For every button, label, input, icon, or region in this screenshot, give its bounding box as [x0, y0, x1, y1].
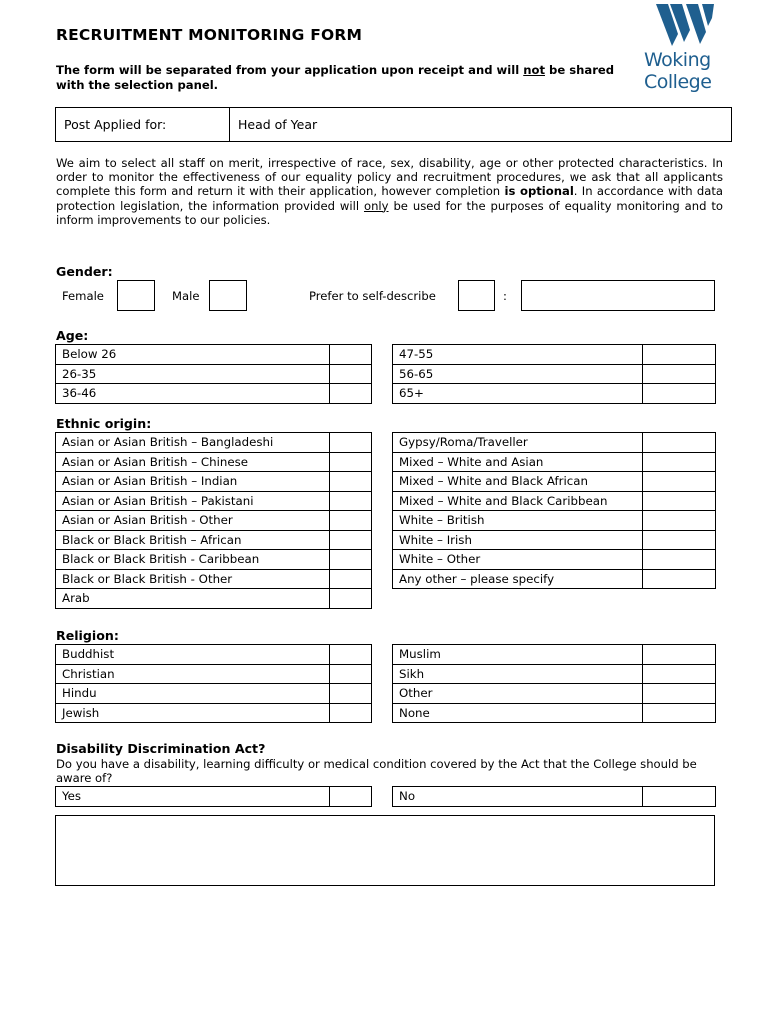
table-row [393, 569, 716, 589]
table-row [393, 787, 716, 807]
religion-option-label: Christian [56, 664, 330, 684]
religion-option-checkbox[interactable] [330, 645, 372, 665]
logo-text-woking: Woking [644, 49, 711, 71]
post-applied-row [55, 107, 732, 142]
age-option-label: 47-55 [393, 345, 643, 365]
ethnic-option-checkbox[interactable] [643, 452, 716, 472]
age-option-checkbox[interactable] [330, 384, 372, 404]
table-row [56, 452, 372, 472]
table-row [56, 433, 372, 453]
gender-female-checkbox[interactable] [117, 280, 155, 311]
religion-option-label: None [393, 703, 643, 723]
form-title: RECRUITMENT MONITORING FORM [56, 26, 363, 44]
religion-option-checkbox[interactable] [643, 703, 716, 723]
ethnic-option-checkbox[interactable] [643, 491, 716, 511]
ethnic-option-label: Asian or Asian British - Other [56, 511, 330, 531]
ethnic-table-left [55, 432, 372, 609]
religion-option-label: Hindu [56, 684, 330, 704]
table-row [393, 684, 716, 704]
ethnic-option-label: Any other – please specify [393, 569, 643, 589]
ethnic-option-checkbox[interactable] [330, 452, 372, 472]
table-row [393, 550, 716, 570]
ethnic-option-label: White – Other [393, 550, 643, 570]
disability-details-textarea[interactable] [55, 815, 715, 886]
ethnic-option-label: White – Irish [393, 530, 643, 550]
religion-option-checkbox[interactable] [330, 684, 372, 704]
age-option-checkbox[interactable] [643, 364, 716, 384]
age-option-checkbox[interactable] [643, 384, 716, 404]
ethnic-origin-heading: Ethnic origin: [56, 416, 152, 431]
separation-notice: The form will be separated from your application upon receipt and will not be shared with the selection panel. [56, 63, 615, 92]
gender-self-describe-label: Prefer to self-describe [309, 289, 436, 303]
religion-table-left [55, 644, 372, 723]
ethnic-option-label: Asian or Asian British – Indian [56, 472, 330, 492]
age-option-checkbox[interactable] [643, 345, 716, 365]
religion-option-checkbox[interactable] [643, 664, 716, 684]
age-option-label: 36-46 [56, 384, 330, 404]
ethnic-option-checkbox[interactable] [330, 472, 372, 492]
table-row [56, 787, 372, 807]
ethnic-option-checkbox[interactable] [330, 511, 372, 531]
table-row [393, 472, 716, 492]
ethnic-option-label: Mixed – White and Black Caribbean [393, 491, 643, 511]
ethnic-option-label: Gypsy/Roma/Traveller [393, 433, 643, 453]
disability-yes-label: Yes [56, 787, 330, 807]
age-heading: Age: [56, 328, 89, 343]
ethnic-option-label: Black or Black British – African [56, 530, 330, 550]
table-row [56, 664, 372, 684]
religion-option-label: Jewish [56, 703, 330, 723]
religion-option-checkbox[interactable] [643, 684, 716, 704]
table-row [56, 569, 372, 589]
religion-heading: Religion: [56, 628, 119, 643]
table-row [56, 384, 372, 404]
ethnic-option-checkbox[interactable] [643, 472, 716, 492]
table-row [56, 491, 372, 511]
age-option-label: 65+ [393, 384, 643, 404]
disability-no-label: No [393, 787, 643, 807]
disability-question: Do you have a disability, learning difficulty or medical condition covered by the Act that the College should be aware of? [56, 757, 697, 785]
table-row [393, 452, 716, 472]
table-row [56, 645, 372, 665]
religion-option-label: Muslim [393, 645, 643, 665]
ethnic-option-checkbox[interactable] [330, 569, 372, 589]
disability-yes-checkbox[interactable] [330, 787, 372, 807]
table-row [393, 364, 716, 384]
age-option-checkbox[interactable] [330, 364, 372, 384]
disability-no-checkbox[interactable] [643, 787, 716, 807]
table-row [393, 511, 716, 531]
ethnic-option-checkbox[interactable] [643, 530, 716, 550]
ethnic-option-label: Asian or Asian British – Pakistani [56, 491, 330, 511]
age-table-left [55, 344, 372, 404]
table-row [393, 645, 716, 665]
table-row [56, 684, 372, 704]
ethnic-option-label: Asian or Asian British – Bangladeshi [56, 433, 330, 453]
table-row [56, 345, 372, 365]
ethnic-option-checkbox[interactable] [643, 511, 716, 531]
table-row [56, 550, 372, 570]
woking-college-logo [642, 4, 734, 100]
table-row [393, 345, 716, 365]
table-row [393, 384, 716, 404]
religion-option-checkbox[interactable] [330, 703, 372, 723]
ethnic-option-checkbox[interactable] [643, 433, 716, 453]
table-row [56, 364, 372, 384]
post-applied-value[interactable]: Head of Year [238, 117, 318, 132]
table-row [393, 530, 716, 550]
ethnic-option-checkbox[interactable] [330, 550, 372, 570]
ethnic-option-label: Black or Black British - Caribbean [56, 550, 330, 570]
ethnic-option-checkbox[interactable] [643, 550, 716, 570]
table-row [56, 703, 372, 723]
religion-table-right [392, 644, 716, 723]
logo-text-college: College [644, 71, 712, 93]
disability-table-right [392, 786, 716, 807]
ethnic-option-checkbox[interactable] [330, 491, 372, 511]
table-row [56, 472, 372, 492]
ethnic-option-checkbox[interactable] [330, 589, 372, 609]
religion-option-label: Sikh [393, 664, 643, 684]
table-row [56, 511, 372, 531]
age-table-right [392, 344, 716, 404]
age-option-label: Below 26 [56, 345, 330, 365]
table-row [393, 433, 716, 453]
religion-option-label: Buddhist [56, 645, 330, 665]
age-option-checkbox[interactable] [330, 345, 372, 365]
table-row [393, 664, 716, 684]
table-row [393, 703, 716, 723]
ethnic-option-label: Mixed – White and Asian [393, 452, 643, 472]
table-row [393, 491, 716, 511]
gender-female-label: Female [62, 289, 104, 303]
gender-self-describe-checkbox[interactable] [458, 280, 495, 311]
gender-self-describe-input[interactable] [521, 280, 715, 311]
religion-option-checkbox[interactable] [330, 664, 372, 684]
gender-colon: : [503, 289, 507, 303]
ethnic-option-label: Black or Black British - Other [56, 569, 330, 589]
logo-w-mark-icon [656, 4, 716, 46]
disability-table-left [55, 786, 372, 807]
post-applied-label: Post Applied for: [56, 108, 230, 141]
table-row [56, 589, 372, 609]
age-option-label: 26-35 [56, 364, 330, 384]
table-row [56, 530, 372, 550]
ethnic-option-label: Arab [56, 589, 330, 609]
ethnic-option-checkbox[interactable] [643, 569, 716, 589]
gender-heading: Gender: [56, 264, 113, 279]
ethnic-option-label: Mixed – White and Black African [393, 472, 643, 492]
gender-male-label: Male [172, 289, 200, 303]
ethnic-table-right [392, 432, 716, 589]
ethnic-option-checkbox[interactable] [330, 530, 372, 550]
disability-heading: Disability Discrimination Act? [56, 741, 266, 756]
gender-male-checkbox[interactable] [209, 280, 247, 311]
religion-option-checkbox[interactable] [643, 645, 716, 665]
age-option-label: 56-65 [393, 364, 643, 384]
ethnic-option-checkbox[interactable] [330, 433, 372, 453]
notice-emphasis: not [523, 63, 545, 77]
intro-paragraph: We aim to select all staff on merit, irrespective of race, sex, disability, age or other protected characteristics. In order to monitor the effectiveness of our equality policy and recruitment procedures, we ask that all applicants complete this form and return it with their application, however completion is optional. In accordance with data protection legislation, the information provided will only be used for the purposes of equality monitoring and to inform improvements to our policies. [56, 156, 724, 227]
ethnic-option-label: White – British [393, 511, 643, 531]
ethnic-option-label: Asian or Asian British – Chinese [56, 452, 330, 472]
religion-option-label: Other [393, 684, 643, 704]
